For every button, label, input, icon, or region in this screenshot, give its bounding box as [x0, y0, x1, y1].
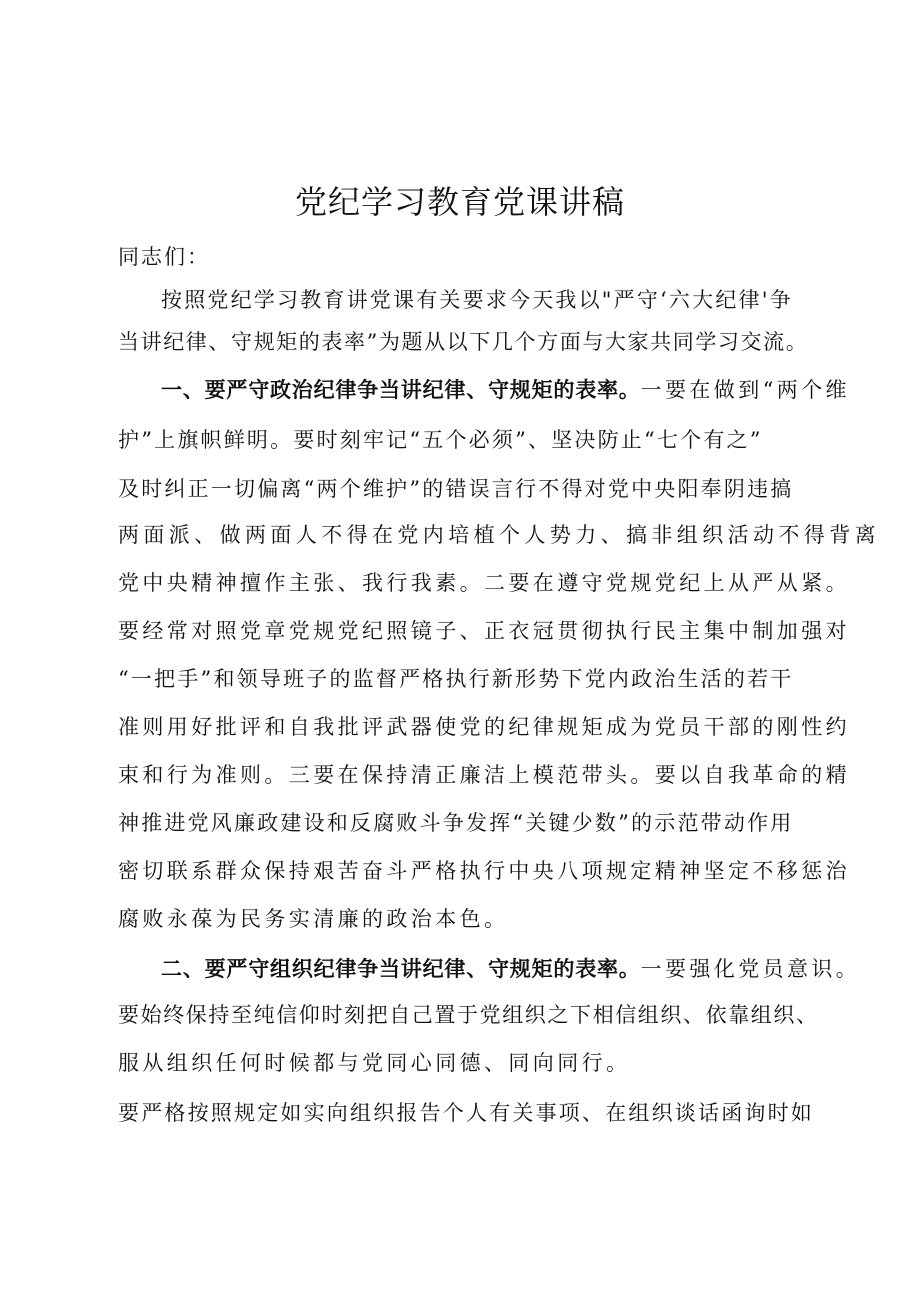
section-one-line-10: 密切联系群众保持艰苦奋斗严格执行中央八项规定精神坚定不移惩治: [118, 859, 850, 883]
section-one-line-2: 及时纠正一切偏离“两个维护”的错误言行不得对党中央阳奉阴违搞: [118, 477, 794, 501]
intro-line-2: 当讲纪律、守规矩的表率”为题从以下几个方面与大家共同学习交流。: [118, 330, 809, 354]
section-one-line-1: 护”上旗帜鲜明。要时刻牢记“五个必须”、坚决防止“七个有之”: [118, 428, 763, 452]
section-one-first-line-rest: 一要在做到“两个维: [640, 378, 850, 402]
section-one-line-3: 两面派、做两面人不得在党内培植个人势力、搞非组织活动不得背离: [118, 523, 880, 547]
intro-line-1: 按照党纪学习教育讲党课有关要求今天我以"严守‘六大纪律'争: [161, 288, 793, 312]
section-one-line-8: 束和行为准则。三要在保持清正廉洁上模范带头。要以自我革命的精: [118, 763, 850, 787]
section-two-first-line-rest: 一要强化党员意识。: [640, 957, 861, 981]
section-one-first-line: [161, 375, 850, 405]
salutation: 同志们：: [118, 245, 210, 269]
section-one-line-5: 要经常对照党章党规党纪照镜子、正衣冠贯彻执行民主集中制加强对: [118, 619, 850, 643]
section-two-heading: 二、要严守组织纪律争当讲纪律、守规矩的表率。: [161, 957, 641, 981]
section-one-line-11: 腐败永葆为民务实清廉的政治本色。: [118, 907, 509, 931]
section-two-line-1: 要始终保持至纯信仰时刻把自己置于党组织之下相信组织、依靠组织、: [118, 1003, 819, 1027]
section-two-line-3: 要严格按照规定如实向组织报告个人有关事项、在组织谈话函询时如: [118, 1101, 814, 1125]
document-title: 党纪学习教育党课讲稿: [294, 183, 625, 221]
section-one-heading: 一、要严守政治纪律争当讲纪律、守规矩的表率。: [161, 378, 641, 402]
section-one-line-7: 准则用好批评和自我批评武器使党的纪律规矩成为党员干部的刚性约: [118, 715, 850, 739]
section-one-line-4: 党中央精神擅作主张、我行我素。二要在遵守党规党纪上从严从紧。: [118, 571, 850, 595]
section-one-line-9: 神推进党风廉政建设和反腐败斗争发挥“关键少数”的示范带动作用: [118, 811, 794, 835]
section-two-line-2: 服从组织任何时候都与党同心同德、同向同行。: [118, 1051, 631, 1075]
section-one-line-6: “一把手”和领导班子的监督严格执行新形势下党内政治生活的若干: [118, 667, 794, 691]
section-two-first-line: [161, 954, 860, 984]
